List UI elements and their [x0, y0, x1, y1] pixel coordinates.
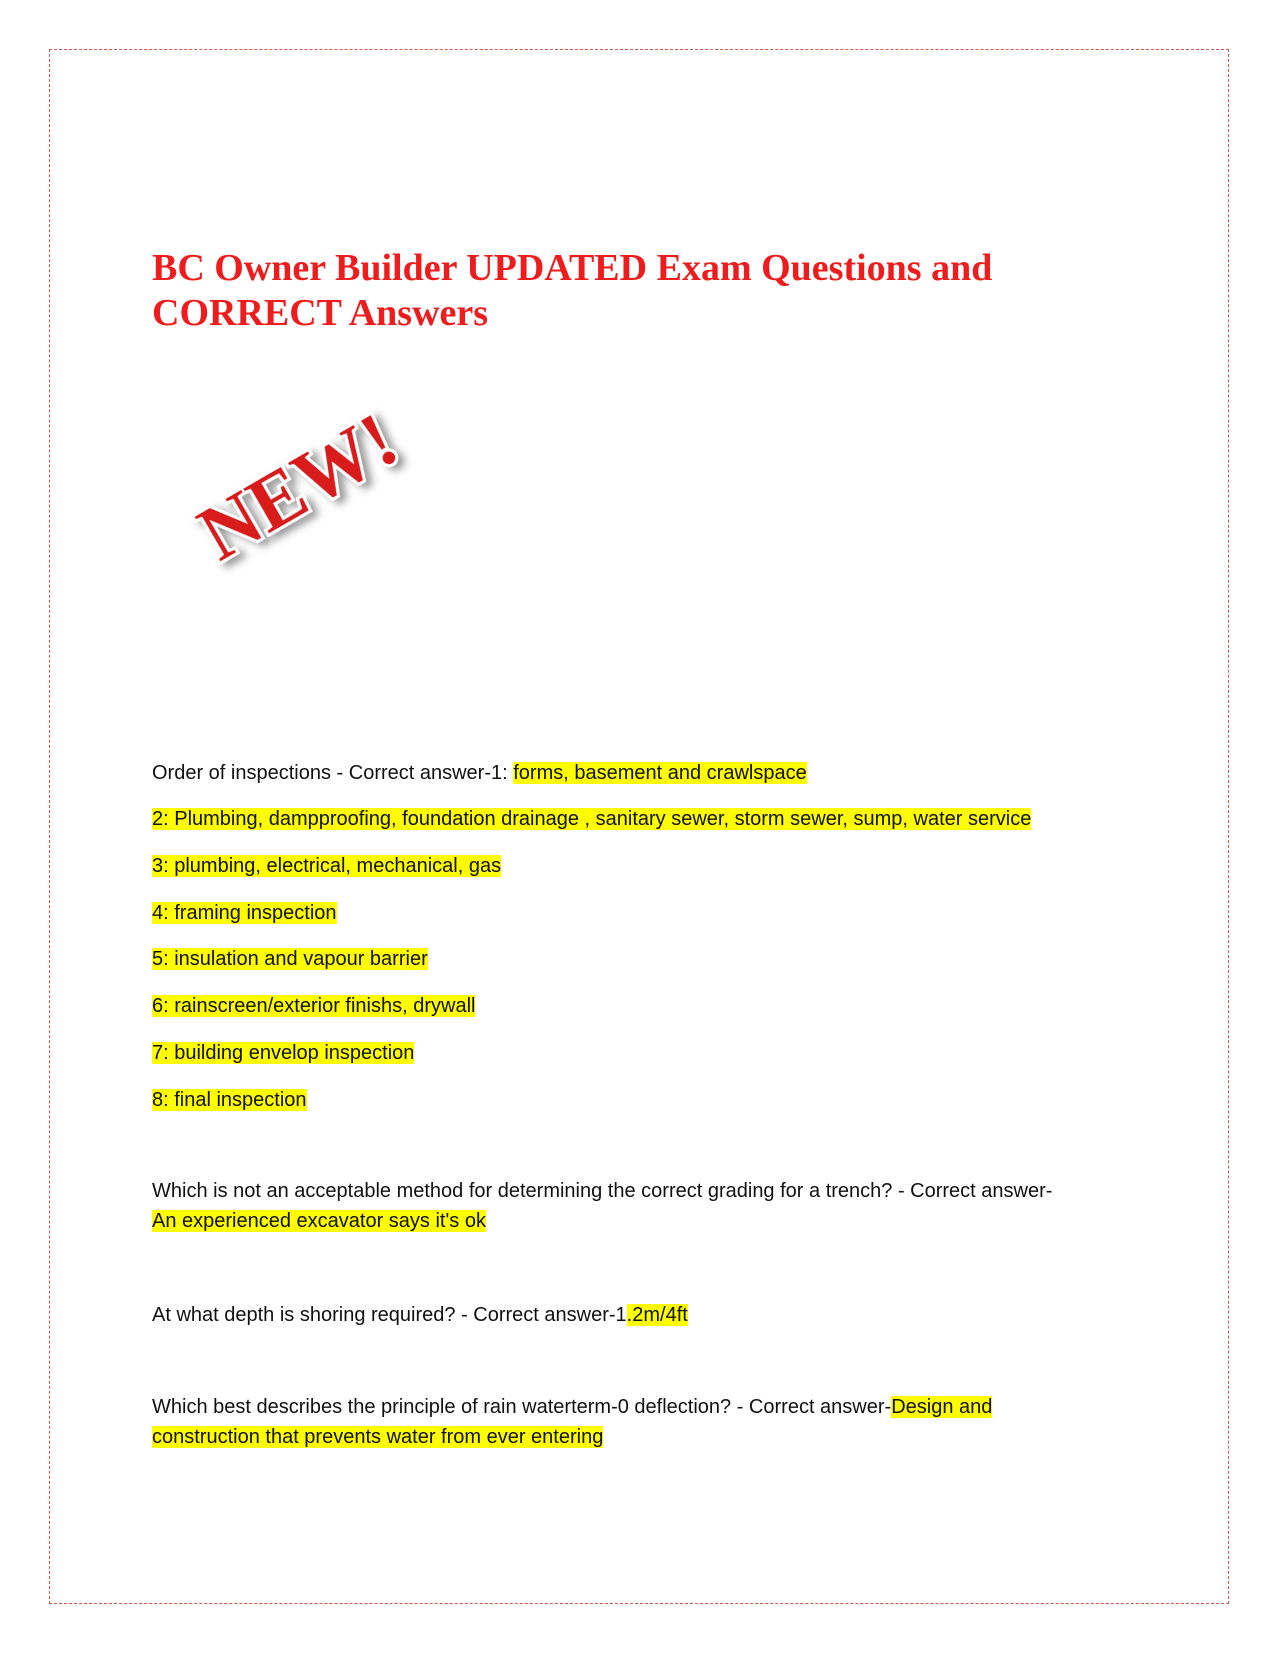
answer-1-step-6-line [152, 991, 475, 1021]
answer-1-step-1: forms, basement and crawlspace [513, 762, 807, 784]
document-title: BC Owner Builder UPDATED Exam Questions and CORRECT Answers [152, 247, 993, 334]
question-2-text: Which is not an acceptable method for determining the correct grading for a trench? - Correct answer- [152, 1180, 1053, 1202]
question-3-text: At what depth is shoring required? - Correct answer-1 [152, 1304, 627, 1326]
question-2 [152, 1176, 1132, 1236]
answer-1-step-6: 6: rainscreen/exterior finishs, drywall [152, 995, 476, 1017]
new-badge-image [160, 390, 440, 590]
answer-1-step-2: 2: Plumbing, dampproofing, foundation drainage , sanitary sewer, storm sewer, sump, water service [152, 808, 1032, 830]
answer-1-step-3-line [152, 851, 501, 881]
question-1-text: Order of inspections - Correct answer-1: [152, 762, 514, 784]
question-3 [152, 1300, 1132, 1330]
answer-1-step-8: 8: final inspection [152, 1089, 307, 1111]
answer-1-step-5-line [152, 944, 428, 974]
answer-1-step-7-line [152, 1038, 414, 1068]
question-4-text: Which best describes the principle of rain waterterm-0 deflection? - Correct answer- [152, 1396, 892, 1418]
answer-1-step-4-line [152, 898, 337, 928]
answer-1-step-4: 4: framing inspection [152, 902, 337, 924]
answer-1-step-7: 7: building envelop inspection [152, 1042, 415, 1064]
new-badge-text: NEW! [184, 395, 412, 577]
answer-3: .2m/4ft [626, 1304, 688, 1326]
answer-2: An experienced excavator says it's ok [152, 1210, 486, 1232]
answer-1-step-3: 3: plumbing, electrical, mechanical, gas [152, 855, 502, 877]
question-1 [152, 758, 1132, 788]
answer-1-step-5: 5: insulation and vapour barrier [152, 948, 428, 970]
answer-4: Design and construction that prevents water from ever entering [152, 1396, 993, 1448]
answer-1-step-2-line [152, 804, 1031, 834]
question-4 [152, 1392, 1052, 1452]
answer-1-step-8-line [152, 1085, 307, 1115]
